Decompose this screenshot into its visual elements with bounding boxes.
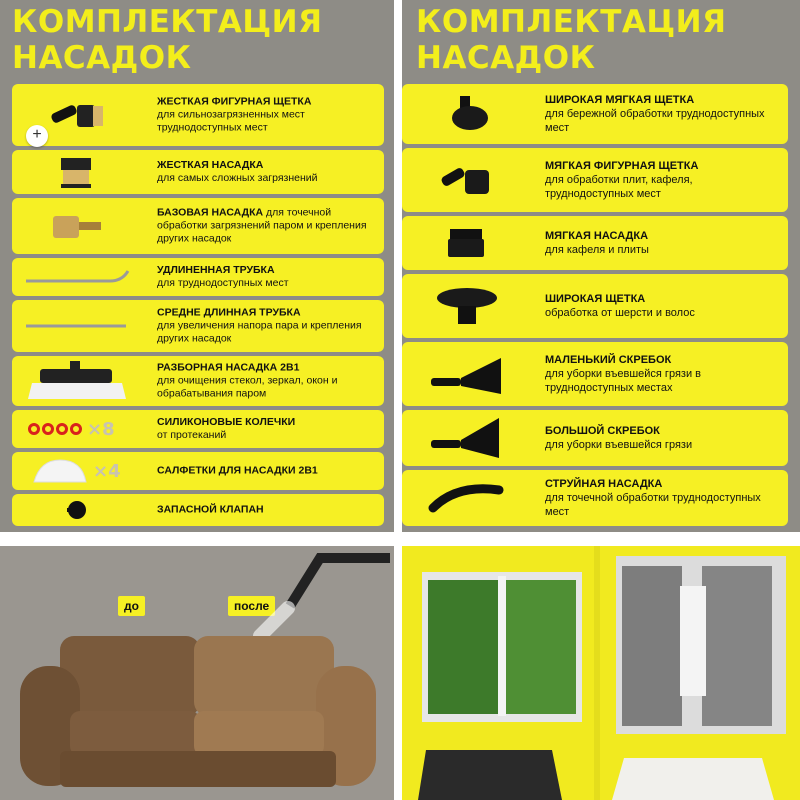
small-scraper-icon xyxy=(402,342,532,406)
left-item-2-title: БАЗОВАЯ НАСАДКА xyxy=(157,206,264,219)
right-item-5-desc: для уборки въевшейся грязи xyxy=(545,439,693,451)
left-item-0 xyxy=(12,84,384,146)
medium-tube-icon xyxy=(12,300,142,352)
soft-round-brush-icon xyxy=(402,216,532,270)
left-item-3 xyxy=(12,258,384,296)
round-brass-brush-icon xyxy=(12,150,142,194)
left-item-0-title: ЖЕСТКАЯ ФИГУРНАЯ ЩЕТКА xyxy=(157,95,312,108)
left-item-0-desc: для сильнозагрязненных мест труднодоступных мест xyxy=(157,108,305,134)
right-item-0 xyxy=(402,84,788,144)
left-item-5-desc: для очищения стекол, зеркал, окон и обрабатывания паром xyxy=(157,374,338,400)
right-item-1-title: МЯГКАЯ ФИГУРНАЯ ЩЕТКА xyxy=(545,160,699,172)
right-item-0-desc: для бережной обработки труднодоступных мест xyxy=(545,108,765,134)
right-item-3 xyxy=(402,274,788,338)
right-item-6 xyxy=(402,470,788,526)
right-item-4-title: МАЛЕНЬКИЙ СКРЕБОК xyxy=(545,354,672,366)
jet-nozzle-icon xyxy=(402,470,532,526)
large-scraper-icon xyxy=(402,410,532,466)
left-item-3-desc: для труднодоступных мест xyxy=(157,277,289,289)
right-item-1-desc: для обработки плит, кафеля, труднодоступных мест xyxy=(545,174,693,200)
long-curved-tube-icon xyxy=(12,258,142,296)
spare-valve-icon xyxy=(12,494,142,526)
left-item-4 xyxy=(12,300,384,352)
right-heading-line1: КОМПЛЕКТАЦИЯ xyxy=(416,4,727,40)
left-heading-line1: КОМПЛЕКТАЦИЯ xyxy=(12,4,323,40)
left-item-4-title: СРЕДНЕ ДЛИННАЯ ТРУБКА xyxy=(157,306,301,319)
sofa-before-after-panel xyxy=(0,546,394,800)
right-item-4 xyxy=(402,342,788,406)
left-item-2-desc: для точечной обработки загрязнений паром и крепления других насадок xyxy=(157,206,367,245)
left-item-6-desc: от протеканий xyxy=(157,429,227,441)
left-item-1-desc: для самых сложных загрязнений xyxy=(157,172,318,184)
microfiber-pad-icon xyxy=(30,452,160,490)
left-accessories-panel xyxy=(0,0,394,532)
wide-soft-brush-icon xyxy=(402,84,532,144)
left-item-1 xyxy=(12,150,384,194)
left-item-7 xyxy=(12,452,384,490)
window-curtain-illustration xyxy=(402,546,800,800)
right-item-4-desc: для уборки въевшейся грязи в труднодоступных местах xyxy=(545,368,701,394)
pads-multiplier: ×4 xyxy=(93,460,121,482)
wide-brush-icon xyxy=(402,274,532,338)
left-item-6 xyxy=(12,410,384,448)
window-cleaning-head-icon xyxy=(12,356,142,406)
left-item-7-title: САЛФЕТКИ ДЛЯ НАСАДКИ 2В1 xyxy=(157,464,318,477)
window-curtain-panel xyxy=(402,546,800,800)
right-accessories-panel xyxy=(402,0,800,532)
sofa-illustration xyxy=(0,546,394,800)
right-item-3-desc: обработка от шерсти и волос xyxy=(545,307,695,319)
right-heading xyxy=(416,4,726,76)
base-nozzle-icon xyxy=(12,198,142,254)
right-item-5 xyxy=(402,410,788,466)
rings-multiplier: ×8 xyxy=(87,418,115,440)
right-item-6-title: СТРУЙНАЯ НАСАДКА xyxy=(545,478,663,490)
left-item-6-title: СИЛИКОНОВЫЕ КОЛЕЧКИ xyxy=(157,416,296,428)
silicone-rings-icon xyxy=(28,410,158,448)
right-item-2-desc: для кафеля и плиты xyxy=(545,244,649,256)
right-item-2 xyxy=(402,216,788,270)
left-item-1-title: ЖЕСТКАЯ НАСАДКА xyxy=(157,159,264,171)
before-label: до xyxy=(118,596,145,616)
right-item-1 xyxy=(402,148,788,212)
left-heading-line2: НАСАДОК xyxy=(12,40,192,76)
after-label: после xyxy=(228,596,275,616)
angled-soft-brush-icon xyxy=(402,148,532,212)
right-item-3-title: ШИРОКАЯ ЩЕТКА xyxy=(545,293,646,305)
left-item-3-title: УДЛИНЕННАЯ ТРУБКА xyxy=(157,264,275,276)
add-button[interactable]: + xyxy=(26,125,48,147)
left-item-8-title: ЗАПАСНОЙ КЛАПАН xyxy=(157,503,264,516)
left-item-2 xyxy=(12,198,384,254)
right-item-2-title: МЯГКАЯ НАСАДКА xyxy=(545,230,649,242)
right-item-6-desc: для точечной обработки труднодоступных мест xyxy=(545,492,761,518)
left-item-5 xyxy=(12,356,384,406)
left-item-8 xyxy=(12,494,384,526)
right-item-5-title: БОЛЬШОЙ СКРЕБОК xyxy=(545,425,660,437)
right-item-0-title: ШИРОКАЯ МЯГКАЯ ЩЕТКА xyxy=(545,94,695,106)
left-item-5-title: РАЗБОРНАЯ НАСАДКА 2В1 xyxy=(157,361,300,374)
left-item-4-desc: для увеличения напора пара и крепления других насадок xyxy=(157,319,362,345)
right-heading-line2: НАСАДОК xyxy=(416,40,596,76)
left-heading xyxy=(12,4,322,76)
